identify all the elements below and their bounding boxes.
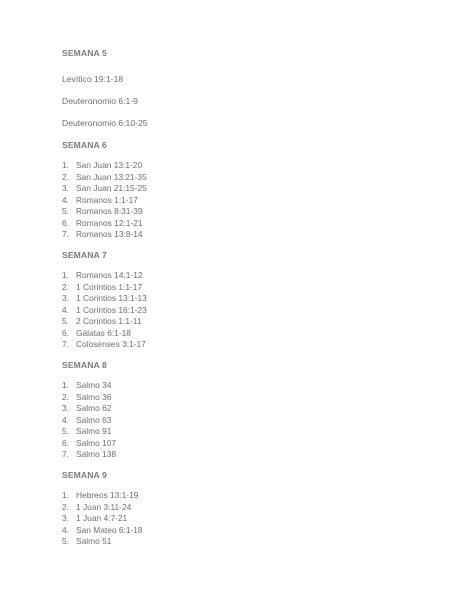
list-reference: Romanos 12:1-21 (76, 217, 143, 228)
reading-list (62, 490, 143, 548)
list-reference: 1 Corintios 16:1-23 (76, 304, 147, 315)
list-item (62, 339, 147, 351)
list-number: 7. (62, 229, 69, 239)
week-heading: SEMANA 5 (62, 48, 107, 58)
list-reference: San Juan 21:15-25 (76, 183, 147, 193)
list-item (62, 282, 147, 294)
list-number: 2. (62, 391, 69, 402)
list-reference: Salmo 34 (76, 380, 112, 390)
list-number: 6. (62, 327, 69, 338)
list-item (62, 218, 147, 230)
list-reference: Hebreos 13:1-19 (76, 490, 139, 500)
list-reference: Romanos 14:1-12 (76, 270, 143, 280)
list-reference: Romanos 13:8-14 (76, 229, 143, 239)
list-item (62, 172, 147, 184)
list-reference: Romanos 8:31-39 (76, 206, 143, 216)
list-item (62, 316, 147, 328)
list-reference: Gálatas 6:1-18 (76, 327, 131, 338)
list-number: 2. (62, 501, 69, 512)
reading-item: Deuteronomio 6:1-9 (62, 96, 138, 106)
list-number: 5. (62, 316, 69, 326)
list-reference: San Juan 13:1-20 (76, 160, 143, 170)
list-number: 2. (62, 281, 69, 292)
list-item (62, 328, 147, 340)
list-reference: Romanos 1:1-17 (76, 194, 138, 205)
list-item (62, 525, 143, 537)
list-reference: 1 Corintios 13:1-13 (76, 293, 147, 303)
week-8-section (62, 360, 116, 461)
list-number: 2. (62, 171, 69, 182)
week-heading: SEMANA 7 (62, 250, 107, 260)
list-reference: 1 Corintios 1:1-17 (76, 281, 143, 292)
list-reference: Salmo 107 (76, 437, 117, 448)
week-heading: SEMANA 6 (62, 140, 107, 150)
list-number: 3. (62, 403, 69, 413)
list-number: 1. (62, 270, 69, 280)
list-item (62, 449, 116, 461)
list-reference: Salmo 36 (76, 391, 112, 402)
reading-item: Deuteronomio 6:10-25 (62, 118, 148, 128)
list-number: 5. (62, 426, 69, 436)
list-item (62, 392, 116, 404)
week-9-section (62, 470, 143, 548)
list-item (62, 293, 147, 305)
list-item (62, 513, 143, 525)
list-item (62, 403, 116, 415)
list-item (62, 426, 116, 438)
reading-list (62, 160, 147, 241)
list-item (62, 415, 116, 427)
list-reference: Salmo 51 (76, 536, 112, 546)
list-number: 6. (62, 217, 69, 228)
list-number: 3. (62, 293, 69, 303)
list-reference: Colosenses 3:1-17 (76, 339, 146, 349)
list-item (62, 160, 147, 172)
week-heading: SEMANA 9 (62, 470, 107, 480)
reading-list (62, 380, 116, 461)
list-item (62, 270, 147, 282)
list-reference: 1 Juan 4:7-21 (76, 513, 128, 523)
list-number: 1. (62, 160, 69, 170)
list-item (62, 183, 147, 195)
list-reference: 1 Juan 3:11-24 (76, 501, 132, 512)
list-item (62, 502, 143, 514)
list-reference: 2 Corintios 1:1-11 (76, 316, 142, 326)
list-reference: San Juan 13:21-35 (76, 171, 147, 182)
list-item (62, 438, 116, 450)
list-number: 4. (62, 194, 69, 205)
list-reference: Salmo 91 (76, 426, 112, 436)
list-reference: San Mateo 6:1-18 (76, 524, 143, 535)
list-number: 5. (62, 536, 69, 546)
list-number: 4. (62, 414, 69, 425)
week-5-section (62, 48, 148, 129)
list-item (62, 380, 116, 392)
list-number: 7. (62, 339, 69, 349)
list-number: 4. (62, 304, 69, 315)
week-7-section (62, 250, 147, 351)
list-item (62, 305, 147, 317)
list-number: 3. (62, 183, 69, 193)
week-heading: SEMANA 8 (62, 360, 107, 370)
list-reference: Salmo 63 (76, 414, 112, 425)
list-item (62, 195, 147, 207)
list-item (62, 206, 147, 218)
reading-item: Levítico 19:1-18 (62, 74, 124, 84)
reading-list (62, 270, 147, 351)
list-number: 3. (62, 513, 69, 523)
list-reference: Salmo 138 (76, 449, 117, 459)
list-number: 6. (62, 437, 69, 448)
list-number: 1. (62, 490, 69, 500)
list-number: 7. (62, 449, 69, 459)
list-number: 1. (62, 380, 69, 390)
week-6-section (62, 140, 147, 241)
list-number: 4. (62, 524, 69, 535)
list-item (62, 229, 147, 241)
list-item (62, 490, 143, 502)
list-number: 5. (62, 206, 69, 216)
list-item (62, 536, 143, 548)
list-reference: Salmo 62 (76, 403, 112, 413)
